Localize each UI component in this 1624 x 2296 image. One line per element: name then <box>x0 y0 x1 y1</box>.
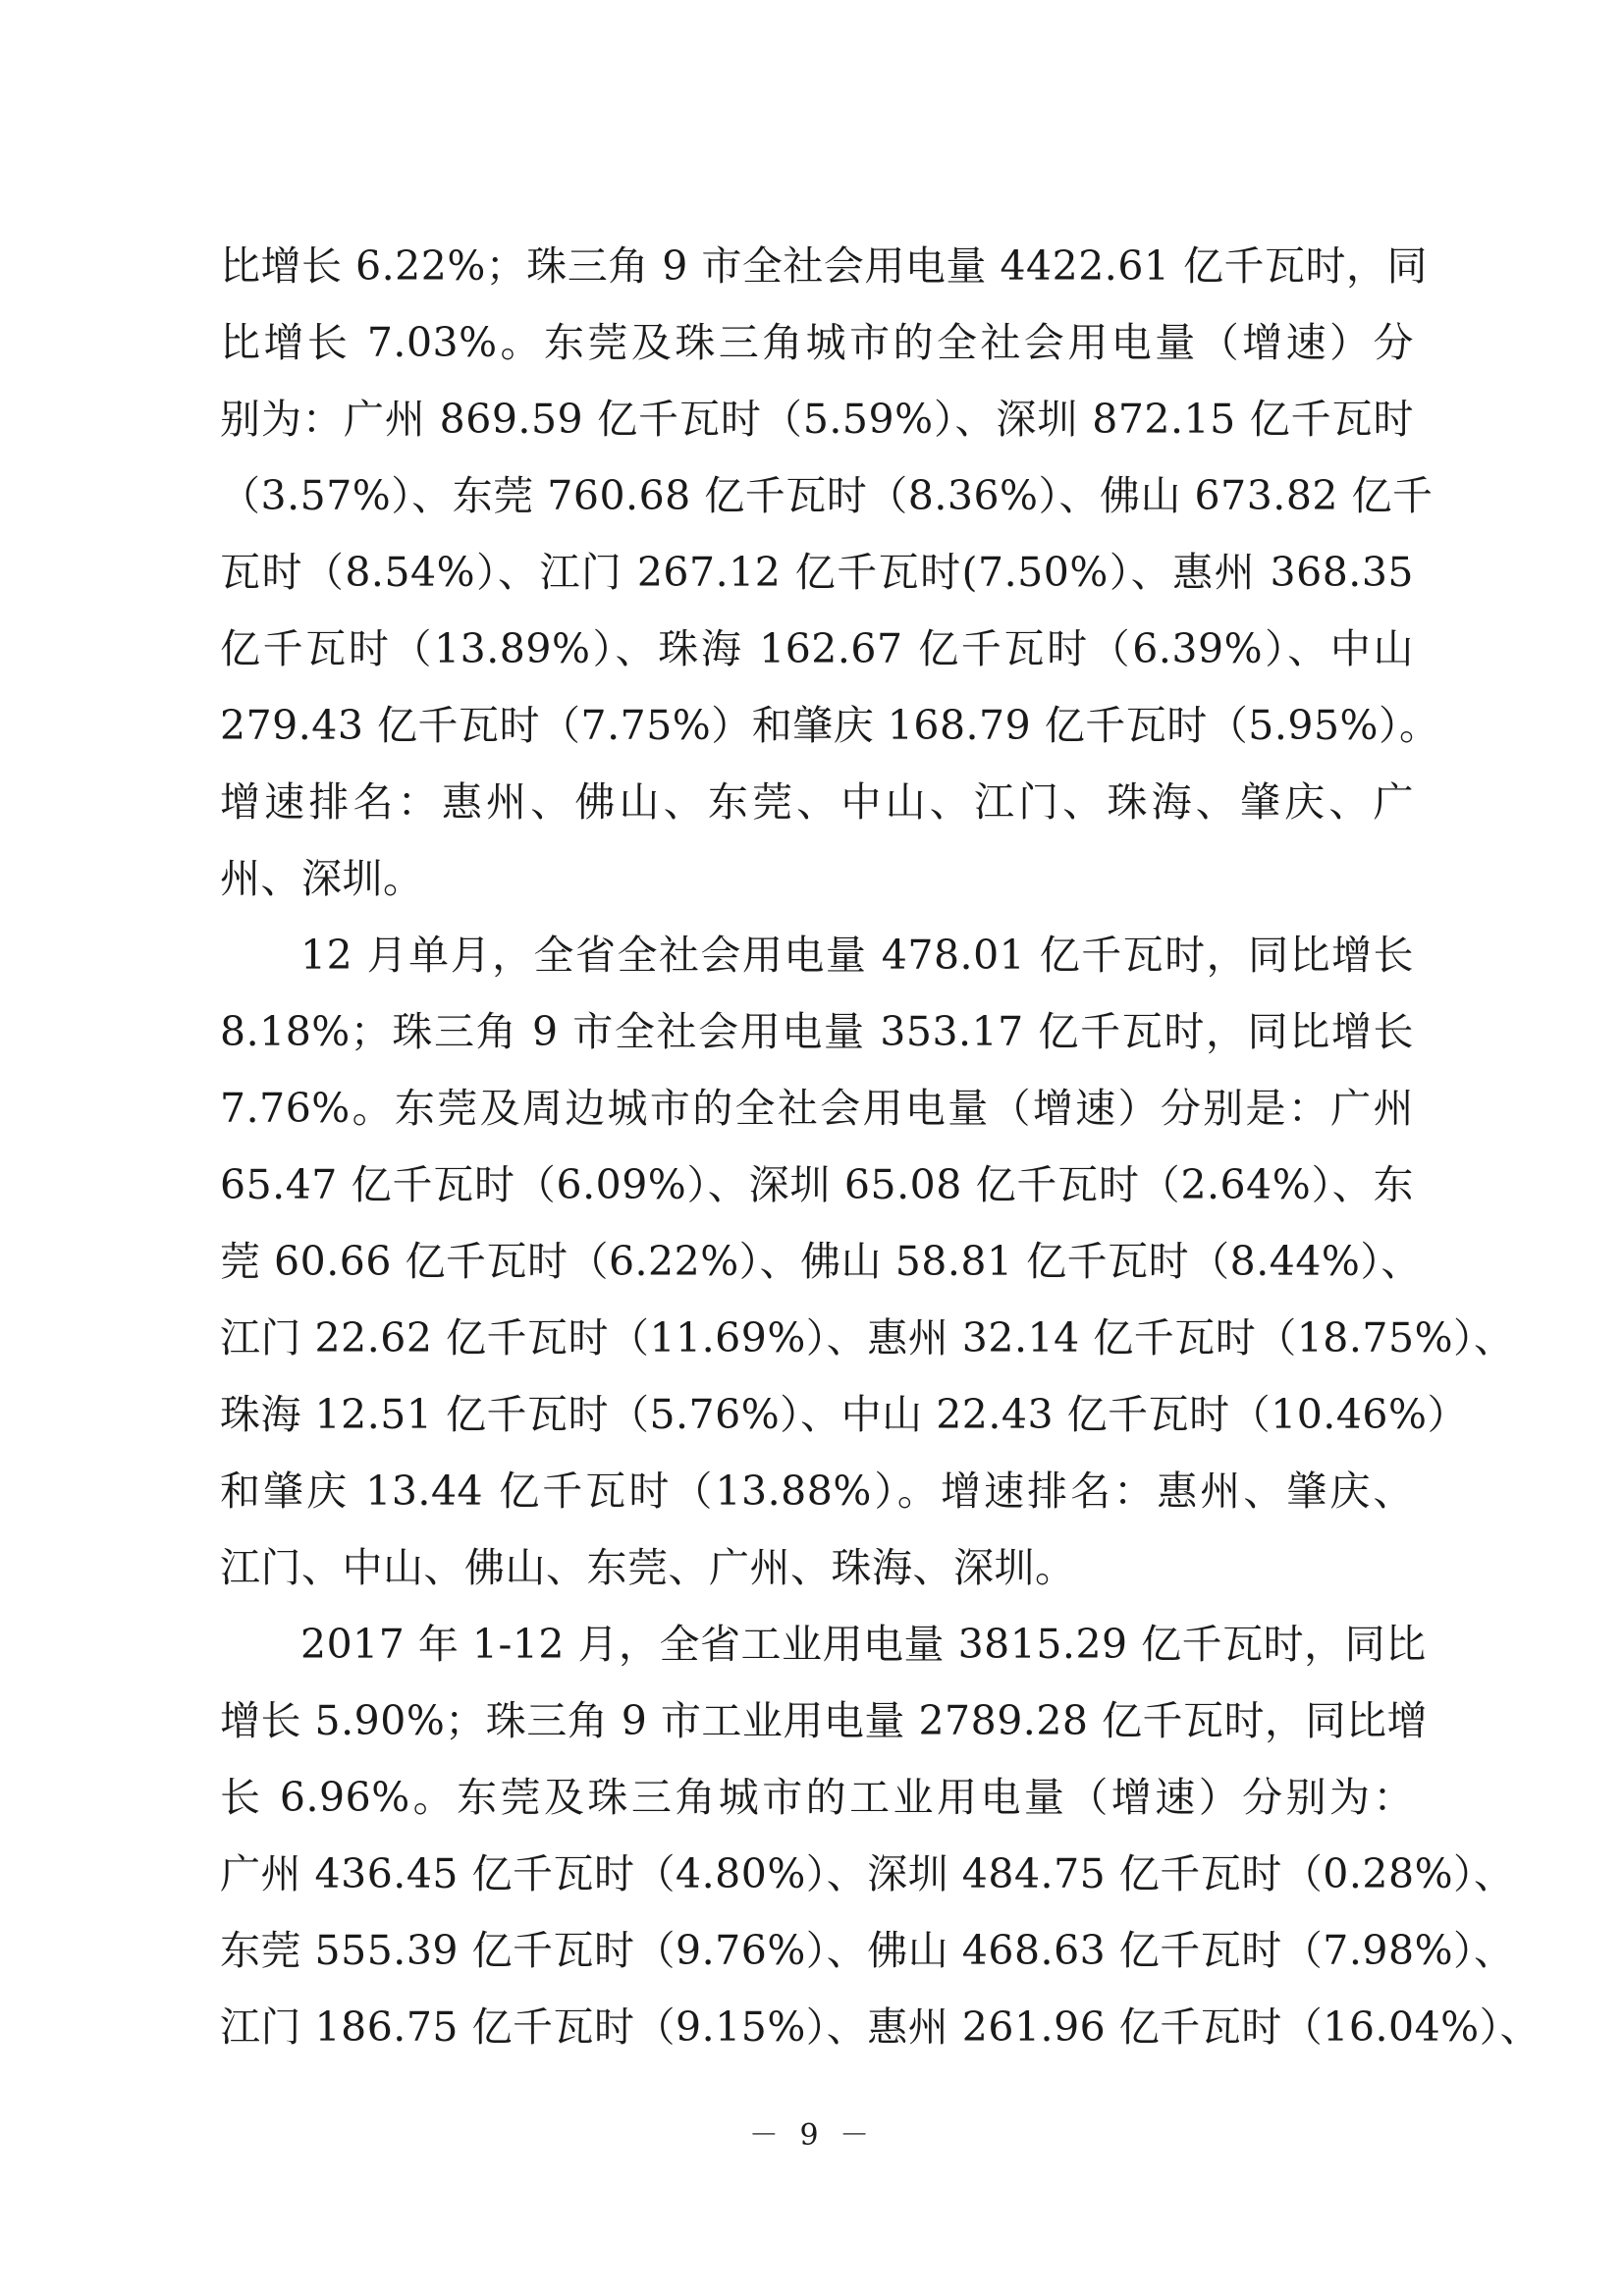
text-line: 江门 22.62 亿千瓦时（11.69%）、惠州 32.14 亿千瓦时（18.75%）、 <box>220 1314 1515 1362</box>
text-line: 12 月单月，全省全社会用电量 478.01 亿千瓦时，同比增长 <box>300 932 1414 979</box>
document-body <box>220 228 1542 2065</box>
text-line: 比增长 6.22%；珠三角 9 市全社会用电量 4422.61 亿千瓦时，同 <box>220 242 1429 290</box>
text-line: 瓦时（8.54%）、江门 267.12 亿千瓦时(7.50%）、惠州 368.35 <box>220 549 1414 596</box>
page-number: － 9 － <box>748 2118 876 2153</box>
text-line: 广州 436.45 亿千瓦时（4.80%）、深圳 484.75 亿千瓦时（0.28%）、 <box>220 1850 1515 1897</box>
text-line: 增长 5.90%；珠三角 9 市工业用电量 2789.28 亿千瓦时，同比增 <box>220 1697 1429 1744</box>
text-line: （3.57%）、东莞 760.68 亿千瓦时（8.36%）、佛山 673.82 亿千 <box>220 472 1434 519</box>
text-line: 江门、中山、佛山、东莞、广州、珠海、深圳。 <box>220 1544 1076 1591</box>
text-line: 长 6.96%。东莞及珠三角城市的工业用电量（增速）分别为： <box>220 1774 1414 1821</box>
paragraph-december-monthly <box>220 917 1515 1606</box>
text-line: 珠海 12.51 亿千瓦时（5.76%）、中山 22.43 亿千瓦时（10.46%） <box>220 1391 1468 1438</box>
text-line: 2017 年 1-12 月，全省工业用电量 3815.29 亿千瓦时，同比 <box>300 1621 1427 1668</box>
paragraph-industrial-annual <box>220 1606 1542 2065</box>
text-line: 和肇庆 13.44 亿千瓦时（13.88%）。增速排名：惠州、肇庆、 <box>220 1468 1414 1515</box>
text-line: 亿千瓦时（13.89%）、珠海 162.67 亿千瓦时（6.39%）、中山 <box>220 625 1414 672</box>
text-line: 8.18%；珠三角 9 市全社会用电量 353.17 亿千瓦时，同比增长 <box>220 1008 1414 1055</box>
text-line: 江门 186.75 亿千瓦时（9.15%）、惠州 261.96 亿千瓦时（16.04%）、 <box>220 2003 1542 2051</box>
text-line: 别为：广州 869.59 亿千瓦时（5.59%）、深圳 872.15 亿千瓦时 <box>220 396 1414 443</box>
text-line: 东莞 555.39 亿千瓦时（9.76%）、佛山 468.63 亿千瓦时（7.98%）、 <box>220 1927 1515 1974</box>
text-line: 莞 60.66 亿千瓦时（6.22%）、佛山 58.81 亿千瓦时（8.44%）、 <box>220 1238 1422 1285</box>
text-line: 增速排名：惠州、佛山、东莞、中山、江门、珠海、肇庆、广 <box>220 778 1414 826</box>
text-line: 65.47 亿千瓦时（6.09%）、深圳 65.08 亿千瓦时（2.64%）、东 <box>220 1161 1414 1208</box>
paragraph-continued-summary <box>220 228 1440 917</box>
text-line: 7.76%。东莞及周边城市的全社会用电量（增速）分别是：广州 <box>220 1085 1414 1132</box>
text-line: 比增长 7.03%。东莞及珠三角城市的全社会用电量（增速）分 <box>220 319 1414 366</box>
text-line: 279.43 亿千瓦时（7.75%）和肇庆 168.79 亿千瓦时（5.95%）。 <box>220 702 1440 749</box>
text-line: 州、深圳。 <box>220 855 424 902</box>
